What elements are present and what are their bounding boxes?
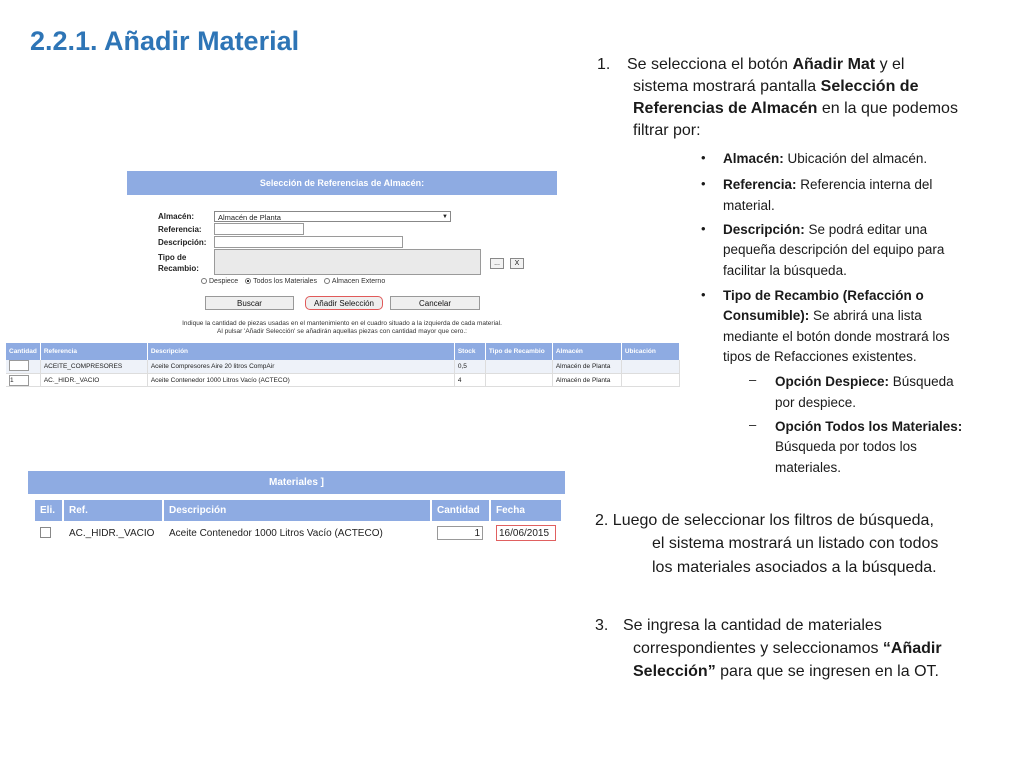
step3-line3 [633, 661, 939, 683]
chevron-down-icon: ▼ [442, 214, 448, 220]
bullet-descripcion-line3: facilitar la búsqueda. [723, 263, 847, 278]
bullet-tipo-line2 [723, 306, 922, 327]
step1-bold-e: Selección de [820, 78, 919, 95]
col-eli: Eli. [35, 500, 63, 521]
descripcion-cell: Aceite Contenedor 1000 Litros Vacío (ACTECO) [147, 374, 454, 387]
step3-text-2: correspondientes y seleccionamos [633, 640, 883, 657]
cantidad-cell[interactable] [6, 360, 40, 374]
step3-text-3: para que se ingresen en la OT. [715, 663, 939, 680]
cantidad-input[interactable]: 1 [9, 375, 29, 386]
stock-cell: 4 [454, 374, 485, 387]
step1-text-g: en la que podemos [817, 100, 958, 117]
cantidad-cell[interactable] [431, 521, 490, 545]
col-almacen: Almacén [552, 343, 621, 360]
step3-bold-3: Selección” [633, 663, 716, 680]
tipo-cell [485, 360, 552, 374]
bullet-tipo-text: Se abrirá una lista [809, 308, 922, 323]
descripcion-cell: Aceite Compresores Aire 20 litros CompAir [147, 360, 454, 374]
opcion-todos-bold: Opción Todos los Materiales: [775, 419, 963, 434]
materiales-panel [28, 471, 565, 494]
bullet-referencia-line2: material. [723, 198, 775, 213]
bullet-tipo-line4: tipos de Refacciones existentes. [723, 349, 917, 364]
cantidad-input[interactable]: 1 [437, 526, 483, 540]
bullet-tipo-bold2: Consumible): [723, 308, 810, 323]
referencia-input[interactable] [214, 223, 304, 235]
tipo-busqueda-radios [201, 278, 390, 285]
instructions [127, 320, 557, 336]
tipo-cell [485, 374, 552, 387]
table-header-row [35, 500, 562, 521]
col-cantidad: Cantidad [6, 343, 40, 360]
radio-icon [324, 278, 330, 284]
descripcion-input[interactable] [214, 236, 403, 248]
eli-cell[interactable] [35, 521, 63, 545]
fecha-cell[interactable] [490, 521, 562, 545]
bullet-descripcion [723, 220, 927, 241]
bullet-descripcion-text: Se podrá editar una [804, 222, 928, 237]
opcion-despiece-text: Búsqueda [889, 374, 954, 389]
materiales-table [35, 500, 563, 545]
ubicacion-cell [621, 374, 679, 387]
bullet-icon: • [701, 287, 706, 302]
step1-line2 [633, 76, 918, 98]
col-referencia: Referencia [40, 343, 147, 360]
materiales-header: Materiales ] [28, 471, 565, 494]
opcion-despiece [775, 372, 954, 393]
radio-despiece-label: Despiece [209, 278, 239, 285]
almacen-select[interactable] [214, 211, 451, 222]
referencias-table [6, 343, 680, 387]
delete-checkbox[interactable] [40, 527, 51, 538]
instructions-line-2: Al pulsar 'Añadir Selección' se añadirán aquellas piezas con cantidad mayor que cero.: [217, 328, 467, 335]
almacen-label: Almacén: [158, 212, 195, 221]
step1-text-c: y el [875, 56, 905, 73]
step2-line2: el sistema mostrará un listado con todos [652, 535, 939, 552]
panel-header: Selección de Referencias de Almacén: [127, 171, 557, 195]
opcion-todos-line2: Búsqueda por todos los [775, 439, 917, 454]
ref-cell: AC._HIDR._VACIO [63, 521, 163, 545]
buscar-button[interactable]: Buscar [205, 296, 294, 310]
col-stock: Stock [454, 343, 485, 360]
bullet-referencia-text: Referencia interna del [796, 177, 933, 192]
bullet-referencia [723, 175, 932, 196]
page-title: 2.2.1. Añadir Material [30, 26, 300, 56]
referencia-label: Referencia: [158, 225, 202, 234]
radio-despiece[interactable] [201, 278, 238, 285]
step1-text-a: Se selecciona el botón [627, 56, 793, 73]
bullet-almacen-bold: Almacén: [723, 151, 784, 166]
dash-icon: – [749, 372, 757, 387]
col-tipo-recambio: Tipo de Recambio [485, 343, 552, 360]
almacen-cell: Almacén de Planta [552, 374, 621, 387]
table-row [6, 360, 680, 374]
step1-line4: filtrar por: [633, 122, 701, 139]
step1-number: 1. [597, 56, 611, 73]
col-fecha: Fecha [490, 500, 562, 521]
opcion-todos [775, 417, 962, 438]
almacen-select-value: Almacén de Planta [218, 213, 281, 222]
radio-todos-label: Todos los Materiales [253, 278, 317, 285]
bullet-icon: • [701, 221, 706, 236]
radio-externo-label: Almacen Externo [331, 278, 386, 285]
tipo-label-2: Recambio: [158, 264, 199, 273]
radio-todos[interactable] [245, 278, 317, 285]
bullet-referencia-bold: Referencia: [723, 177, 797, 192]
opcion-todos-line3: materiales. [775, 460, 842, 475]
instructions-line-1: Indique la cantidad de piezas usadas en el mantenimiento en el cuadro situado a la izquierda de cada material. [182, 320, 502, 327]
tipo-recambio-field[interactable] [214, 249, 481, 275]
step1-line3 [633, 98, 958, 120]
step3-number: 3. [595, 617, 609, 634]
almacen-cell: Almacén de Planta [552, 360, 621, 374]
step3-bold-2: “Añadir [882, 640, 942, 657]
col-cantidad: Cantidad [431, 500, 490, 521]
opcion-despiece-bold: Opción Despiece: [775, 374, 890, 389]
referencia-cell: AC._HIDR._VACIO [40, 374, 147, 387]
table-row [6, 374, 680, 387]
table-header-row [6, 343, 680, 360]
bullet-tipo-bold1: Tipo de Recambio (Refacción o [723, 288, 924, 303]
bullet-descripcion-bold: Descripción: [723, 222, 805, 237]
table-row [35, 521, 562, 545]
radio-externo[interactable] [324, 278, 385, 285]
cantidad-cell[interactable] [6, 374, 40, 387]
bullet-descripcion-line2: pequeña descripción del equipo para [723, 242, 945, 257]
radio-icon [201, 278, 207, 284]
step2-line1: 2. Luego de seleccionar los filtros de búsqueda, [595, 512, 934, 529]
descripcion-label: Descripción: [158, 238, 207, 247]
step3-line1: Se ingresa la cantidad de materiales [623, 617, 882, 634]
bullet-tipo-line3: mediante el botón donde mostrará los [723, 329, 950, 344]
referencia-cell: ACEITE_COMPRESORES [40, 360, 147, 374]
seleccion-referencias-panel [127, 171, 557, 341]
step1-bold-a: Añadir Mat [792, 56, 876, 73]
descripcion-cell: Aceite Contenedor 1000 Litros Vacío (ACTECO) [163, 521, 431, 545]
radio-selected-icon [245, 278, 251, 284]
step1-bold-f: Referencias de Almacén [633, 100, 818, 117]
clear-button[interactable]: X [510, 258, 524, 269]
cantidad-input[interactable] [9, 360, 29, 371]
col-descripcion: Descripción [147, 343, 454, 360]
step1-line1 [627, 54, 904, 76]
ubicacion-cell [621, 360, 679, 374]
tipo-label-1: Tipo de [158, 253, 187, 262]
col-ref: Ref. [63, 500, 163, 521]
step1-text-d: sistema mostrará pantalla [633, 78, 821, 95]
step3-line2 [633, 638, 942, 660]
cancelar-button[interactable]: Cancelar [390, 296, 480, 310]
stock-cell: 0,5 [454, 360, 485, 374]
browse-button[interactable]: ... [490, 258, 504, 269]
bullet-almacen [723, 149, 927, 170]
step2-line3: los materiales asociados a la búsqueda. [652, 559, 937, 576]
dash-icon: – [749, 417, 757, 432]
opcion-despiece-line2: por despiece. [775, 395, 857, 410]
col-ubicacion: Ubicación [621, 343, 679, 360]
bullet-tipo [723, 286, 924, 307]
bullet-icon: • [701, 150, 706, 165]
anadir-seleccion-button[interactable]: Añadir Selección [305, 296, 383, 310]
col-descripcion: Descripción [163, 500, 431, 521]
bullet-almacen-text: Ubicación del almacén. [783, 151, 928, 166]
fecha-input[interactable]: 16/06/2015 [496, 525, 556, 541]
bullet-icon: • [701, 176, 706, 191]
